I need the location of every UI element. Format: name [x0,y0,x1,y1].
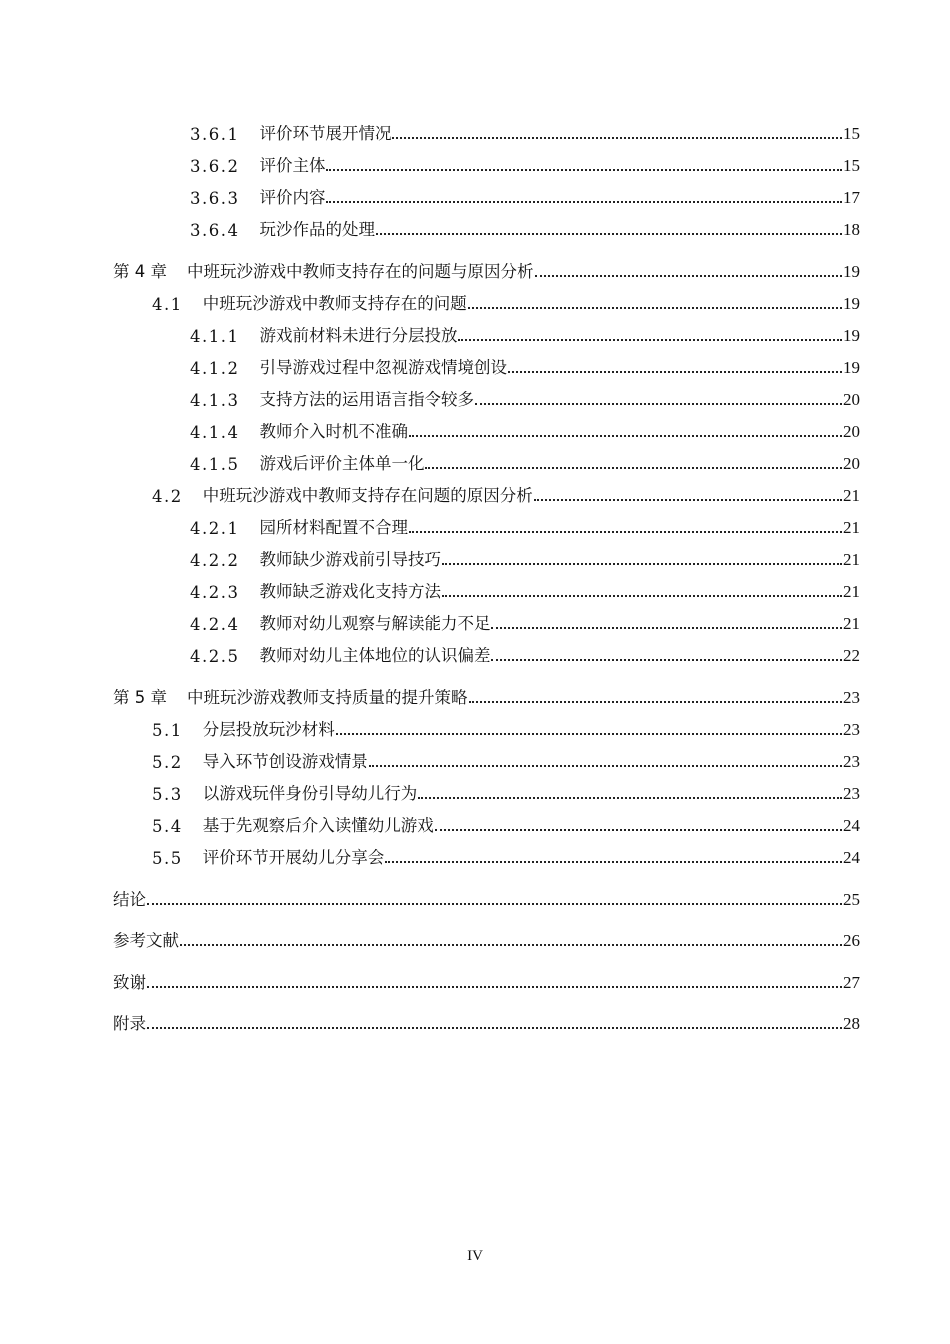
toc-entry[interactable] [113,886,860,910]
toc-entry[interactable] [190,450,860,474]
dot-leader [326,169,842,171]
toc-entry-page: 19 [843,262,860,281]
toc-entry-page: 23 [843,720,860,739]
toc-entry[interactable] [190,216,860,240]
dot-leader [409,531,842,533]
toc-entry-number: 3.6.3 [190,189,240,208]
toc-entry[interactable] [113,927,860,951]
toc-entry[interactable] [190,386,860,410]
toc-entry-title: 教师缺少游戏前引导技巧 [259,550,441,569]
toc-entry-page: 18 [843,220,860,239]
toc-entry[interactable] [190,322,860,346]
toc-entry-number: 4.1.5 [190,455,240,474]
toc-entry-title: 游戏后评价主体单一化 [259,454,425,473]
toc-entry-number: 5.2 [152,753,183,772]
toc-entry-title: 基于先观察后介入读懂幼儿游戏 [202,816,434,835]
toc-entry-page: 20 [843,390,860,409]
dot-leader [376,233,842,235]
toc-entry-number: 4.2.3 [190,583,240,602]
toc-entry-title: 评价内容 [259,188,326,207]
toc-entry[interactable] [190,354,860,378]
toc-entry-page: 20 [843,454,860,473]
dot-leader [147,1027,842,1029]
toc-entry[interactable] [113,258,860,282]
toc-entry-number: 4.2 [152,487,183,506]
toc-entry-number: 4.1.3 [190,391,240,410]
dot-leader [369,765,842,767]
toc-entry[interactable] [190,120,860,144]
toc-entry[interactable] [113,969,860,993]
toc-entry-title: 教师对幼儿观察与解读能力不足 [259,614,491,633]
toc-entry-title: 致谢 [113,973,146,992]
dot-leader [180,944,842,946]
toc-entry-title: 支持方法的运用语言指令较多 [259,390,474,409]
toc-entry-page: 28 [843,1014,860,1033]
toc-entry-title: 参考文献 [113,931,179,950]
toc-entry-number: 3.6.1 [190,125,240,144]
toc-entry-title: 中班玩沙游戏中教师支持存在问题的原因分析 [202,486,533,505]
toc-entry[interactable] [152,844,860,868]
toc-entry-page: 21 [843,582,860,601]
toc-entry-page: 23 [843,688,860,707]
toc-entry-number: 5.1 [152,721,183,740]
toc-entry-number: 4.2.1 [190,519,240,538]
toc-entry[interactable] [152,748,860,772]
toc-entry[interactable] [190,610,860,634]
toc-entry[interactable] [190,546,860,570]
toc-entry[interactable] [113,684,860,708]
toc-entry-number: 5.3 [152,785,183,804]
toc-entry-number: 4.1.1 [190,327,240,346]
toc-entry-page: 19 [843,326,860,345]
toc-entry-title: 玩沙作品的处理 [259,220,375,239]
toc-entry-title: 分层投放玩沙材料 [202,720,335,739]
toc-entry-number: 5.5 [152,849,183,868]
dot-leader [475,403,842,405]
toc-entry-page: 23 [843,784,860,803]
toc-entry-page: 23 [843,752,860,771]
toc-entry-number: 4.1.2 [190,359,240,378]
toc-entry-page: 15 [843,156,860,175]
toc-entry[interactable] [190,514,860,538]
toc-entry[interactable] [152,716,860,740]
toc-entry[interactable] [190,642,860,666]
dot-leader [392,137,842,139]
toc-entry[interactable] [190,578,860,602]
dot-leader [491,627,842,629]
toc-entry-page: 21 [843,550,860,569]
dot-leader [442,595,842,597]
toc-entry-number: 4.2.4 [190,615,240,634]
toc-entry-title: 评价环节开展幼儿分享会 [202,848,385,867]
toc-entry-number: 4.1 [152,295,183,314]
dot-leader [147,986,842,988]
toc-entry-title: 引导游戏过程中忽视游戏情境创设 [259,358,507,377]
toc-entry-title: 中班玩沙游戏中教师支持存在的问题 [202,294,467,313]
toc-entry-number: 第 4 章 [113,262,167,281]
dot-leader [425,467,842,469]
toc-entry-page: 17 [843,188,860,207]
toc-entry-page: 21 [843,614,860,633]
toc-entry-title: 评价环节展开情况 [259,124,392,143]
toc-entry-title: 教师对幼儿主体地位的认识偏差 [259,646,491,665]
toc-entry[interactable] [190,152,860,176]
toc-entry-number: 5.4 [152,817,183,836]
toc-entry[interactable] [190,184,860,208]
dot-leader [458,339,842,341]
toc-entry-title: 导入环节创设游戏情景 [202,752,368,771]
toc-entry-page: 15 [843,124,860,143]
dot-leader [418,797,842,799]
toc-entry-page: 21 [843,486,860,505]
dot-leader [326,201,842,203]
toc-entry-page: 22 [843,646,860,665]
toc-entry[interactable] [152,290,860,314]
toc-entry-page: 24 [843,848,860,867]
dot-leader [491,659,842,661]
dot-leader [385,861,842,863]
dot-leader [442,563,842,565]
page-number: IV [467,1248,483,1264]
toc-entry-page: 26 [843,931,860,950]
toc-entry-page: 21 [843,518,860,537]
toc-entry-number: 3.6.2 [190,157,240,176]
dot-leader [147,903,842,905]
toc-entry-page: 19 [843,294,860,313]
dot-leader [409,435,842,437]
toc-entry-title: 中班玩沙游戏教师支持质量的提升策略 [187,688,468,707]
dot-leader [508,371,842,373]
toc-entry-title: 以游戏玩伴身份引导幼儿行为 [202,784,418,803]
dot-leader [534,499,842,501]
dot-leader [468,307,842,309]
toc-entry-title: 中班玩沙游戏中教师支持存在的问题与原因分析 [187,262,534,281]
toc-entry[interactable] [190,418,860,442]
dot-leader [535,275,843,277]
toc-entry-title: 结论 [113,890,146,909]
dot-leader [336,733,842,735]
toc-entry[interactable] [113,1010,860,1034]
dot-leader [469,701,843,703]
toc-entry[interactable] [152,780,860,804]
toc-entry-number: 第 5 章 [113,688,167,707]
toc-entry-page: 24 [843,816,860,835]
toc-entry-number: 4.2.2 [190,551,240,570]
toc-entry-page: 27 [843,973,860,992]
toc-entry-title: 附录 [113,1014,146,1033]
toc-entry-page: 20 [843,422,860,441]
toc-entry[interactable] [152,482,860,506]
toc-entry-title: 游戏前材料未进行分层投放 [259,326,458,345]
toc-entry-title: 教师介入时机不准确 [259,422,408,441]
toc-entry-title: 评价主体 [259,156,326,175]
toc-entry-title: 园所材料配置不合理 [259,518,408,537]
toc-entry-page: 25 [843,890,860,909]
toc-entry-number: 4.1.4 [190,423,240,442]
toc-entry-page: 19 [843,358,860,377]
toc-entry[interactable] [152,812,860,836]
toc-entry-number: 3.6.4 [190,221,240,240]
dot-leader [435,829,842,831]
toc-entry-title: 教师缺乏游戏化支持方法 [259,582,441,601]
toc-entry-number: 4.2.5 [190,647,240,666]
